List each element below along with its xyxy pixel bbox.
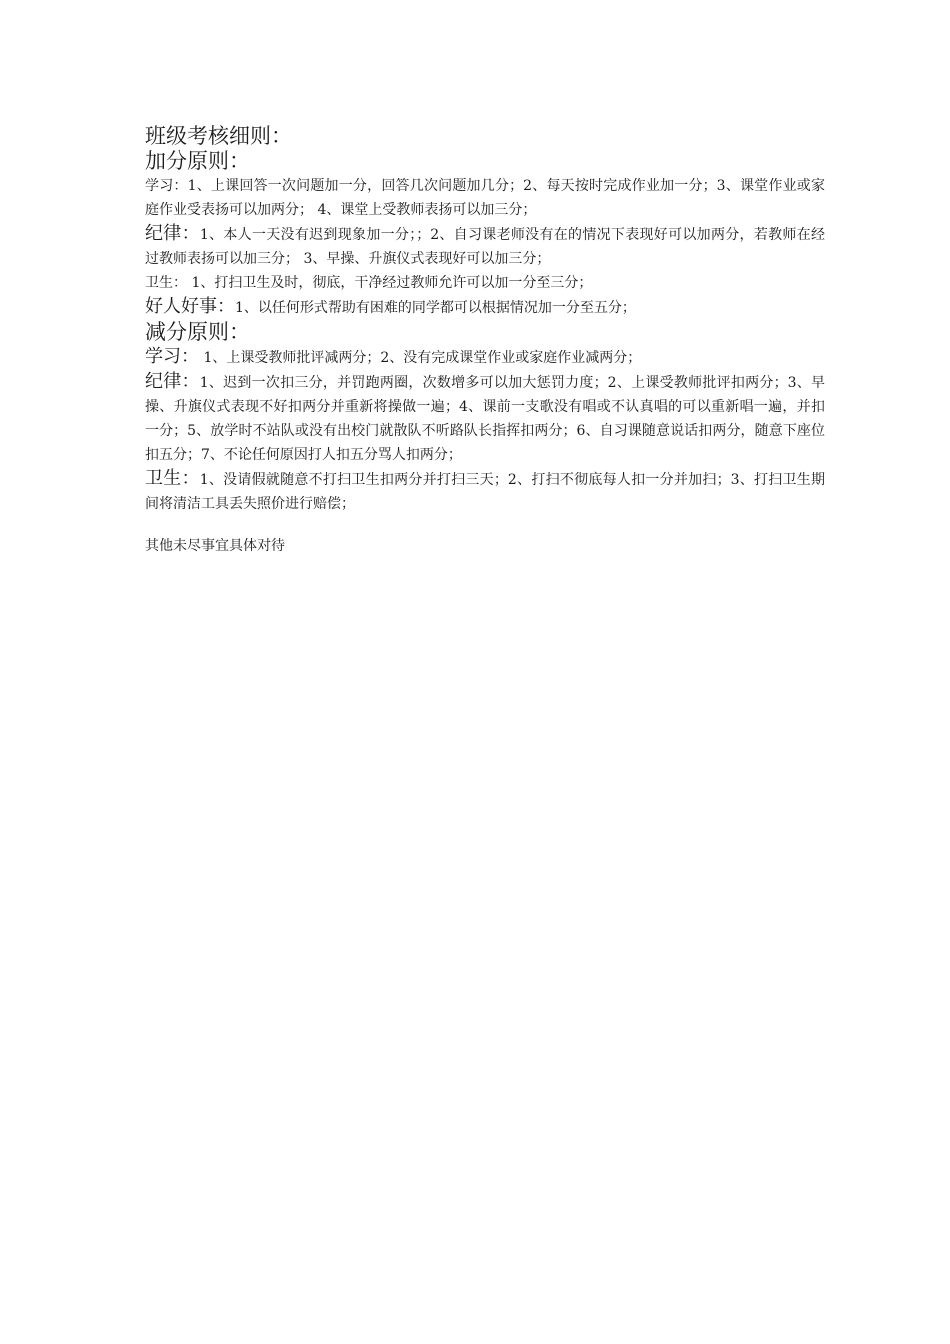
deduct-discipline-rule	[145, 370, 825, 467]
deduct-study-rule	[145, 345, 825, 370]
deduct-hygiene-rule	[145, 467, 825, 516]
rule-label: 卫生：	[145, 275, 187, 291]
add-section-heading: 加分原则：	[145, 149, 250, 173]
rule-label: 好人好事：	[145, 296, 235, 317]
add-hygiene-rule	[145, 271, 825, 295]
deduct-section-heading: 减分原则：	[145, 320, 250, 344]
rule-text: 1、上课受教师批评减两分；2、没有完成课堂作业或家庭作业减两分；	[199, 350, 642, 366]
rule-label: 纪律：	[145, 371, 200, 392]
rule-text: 1、打扫卫生及时，彻底，干净经过教师允许可以加一分至三分；	[187, 275, 593, 291]
rule-text: 1、上课回答一次问题加一分，回答几次问题加几分；2、每天按时完成作业加一分；3、课堂作业或家庭作业受表扬可以加两分； 4、课堂上受教师表扬可以加三分；	[145, 178, 825, 218]
rule-label: 纪律：	[145, 223, 200, 244]
rule-label: 学习：	[145, 346, 199, 367]
footer-note: 其他未尽事宜具体对待	[145, 538, 285, 554]
rule-label: 学习：	[145, 178, 188, 194]
document-page	[145, 124, 825, 558]
add-discipline-rule	[145, 222, 825, 271]
spacer	[145, 516, 825, 534]
rule-text: 1、以任何形式帮助有困难的同学都可以根据情况加一分至五分；	[235, 300, 636, 316]
add-study-rule	[145, 174, 825, 222]
add-good-deeds-rule	[145, 295, 825, 320]
document-title: 班级考核细则：	[145, 124, 292, 148]
rule-text: 1、本人一天没有迟到现象加一分；；2、自习课老师没有在的情况下表现好可以加两分，若教师在经过教师表扬可以加三分； 3、早操、升旗仪式表现好可以加三分；	[145, 227, 826, 267]
rule-label: 卫生：	[145, 468, 200, 489]
rule-text: 1、没请假就随意不打扫卫生扣两分并打扫三天；2、打扫不彻底每人扣一分并加扫；3、打扫卫生期间将清洁工具丢失照价进行赔偿；	[145, 472, 825, 512]
rule-text: 1、迟到一次扣三分，并罚跑两圈，次数增多可以加大惩罚力度；2、上课受教师批评扣两分；3、早操、升旗仪式表现不好扣两分并重新将操做一遍；4、课前一支歌没有唱或不认真唱的可以重新唱一遍，并扣一分；5、放学时不站队或没有出校门就散队不听路队长指挥扣两分；6、自习课随意说话扣两分，随意下座位扣五分；7、不论任何原因打人扣五分骂人扣两分；	[145, 375, 825, 463]
